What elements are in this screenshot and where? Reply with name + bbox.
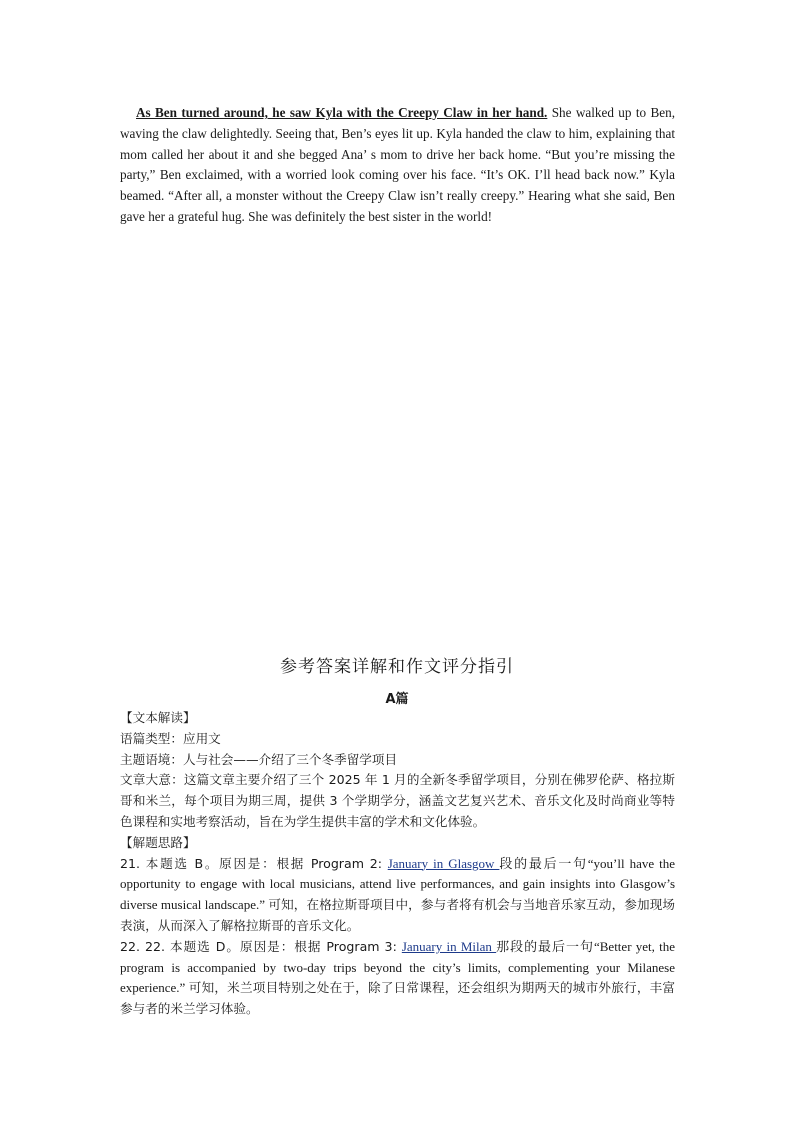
q21-link[interactable]: January in Glasgow: [387, 855, 500, 871]
q22-link[interactable]: January in Milan: [401, 938, 497, 954]
q21-prefix: 21. 本题选 B。原因是：根据 Program 2:: [120, 855, 388, 871]
question-22-explanation: [120, 937, 675, 1020]
question-21-explanation: [120, 854, 675, 937]
q22-prefix: 22. 22. 本题选 D。原因是：根据 Program 3:: [120, 938, 402, 954]
story-lead-sentence: As Ben turned around, he saw Kyla with the Creepy Claw in her hand.: [136, 105, 548, 120]
q21-quote: 段的最后一句“you’ll have the opportunity to engage with local musicians, attend live performances, and gain insights into Glasgow’s diverse musical landscape.”: [120, 855, 675, 913]
section-title: A篇: [385, 692, 409, 707]
answer-key-body: [120, 708, 675, 1020]
story-body: She walked up to Ben, waving the claw delightedly. Seeing that, Ben’s eyes lit up. Kyla handed the claw to him, explaining that mom called her about it and she begged Ana’ s mom to drive her back home. “But you’re missing the party,” Ben exclaimed, with a worried look coming over his face. “It’s OK. I’ll head back now.” Kyla beamed. “After all, a monster without the Creepy Claw isn’t really creepy.” Hearing what she said, Ben gave her a grateful hug. She was definitely the best sister in the world!: [120, 105, 675, 224]
summary-paragraph: 文章大意：这篇文章主要介绍了三个 2025 年 1 月的全新冬季留学项目，分别在佛罗伦萨、格拉斯哥和米兰，每个项目为期三周，提供 3 个学期学分，涵盖文艺复兴艺术、音乐文化及时尚商业等特色课程和实地考察活动，旨在为学生提供丰富的学术和文化体验。: [120, 772, 675, 829]
text-analysis-heading: 【文本解读】: [120, 710, 196, 725]
q22-explain: 可知，米兰项目特别之处在于，除了日常课程，还会组织为期两天的城市外旅行，丰富参与者的米兰学习体验。: [120, 980, 676, 1017]
q21-explain: 可知，在格拉斯哥项目中，参与者将有机会与当地音乐家互动，参加现场表演，从而深入了解格拉斯哥的音乐文化。: [120, 897, 676, 933]
genre-line: 语篇类型：应用文: [120, 730, 221, 746]
answer-key-title: 参考答案详解和作文评分指引: [280, 657, 514, 677]
theme-line: 主题语境：人与社会——介绍了三个冬季留学项目: [120, 751, 398, 767]
story-paragraph: [120, 103, 675, 228]
q22-quote: 那段的最后一句“Better yet, the program is accompanied by two-day trips beyond the city’s limits, complementing your Milanese experience.”: [120, 938, 675, 996]
approach-heading: 【解题思路】: [120, 834, 196, 850]
